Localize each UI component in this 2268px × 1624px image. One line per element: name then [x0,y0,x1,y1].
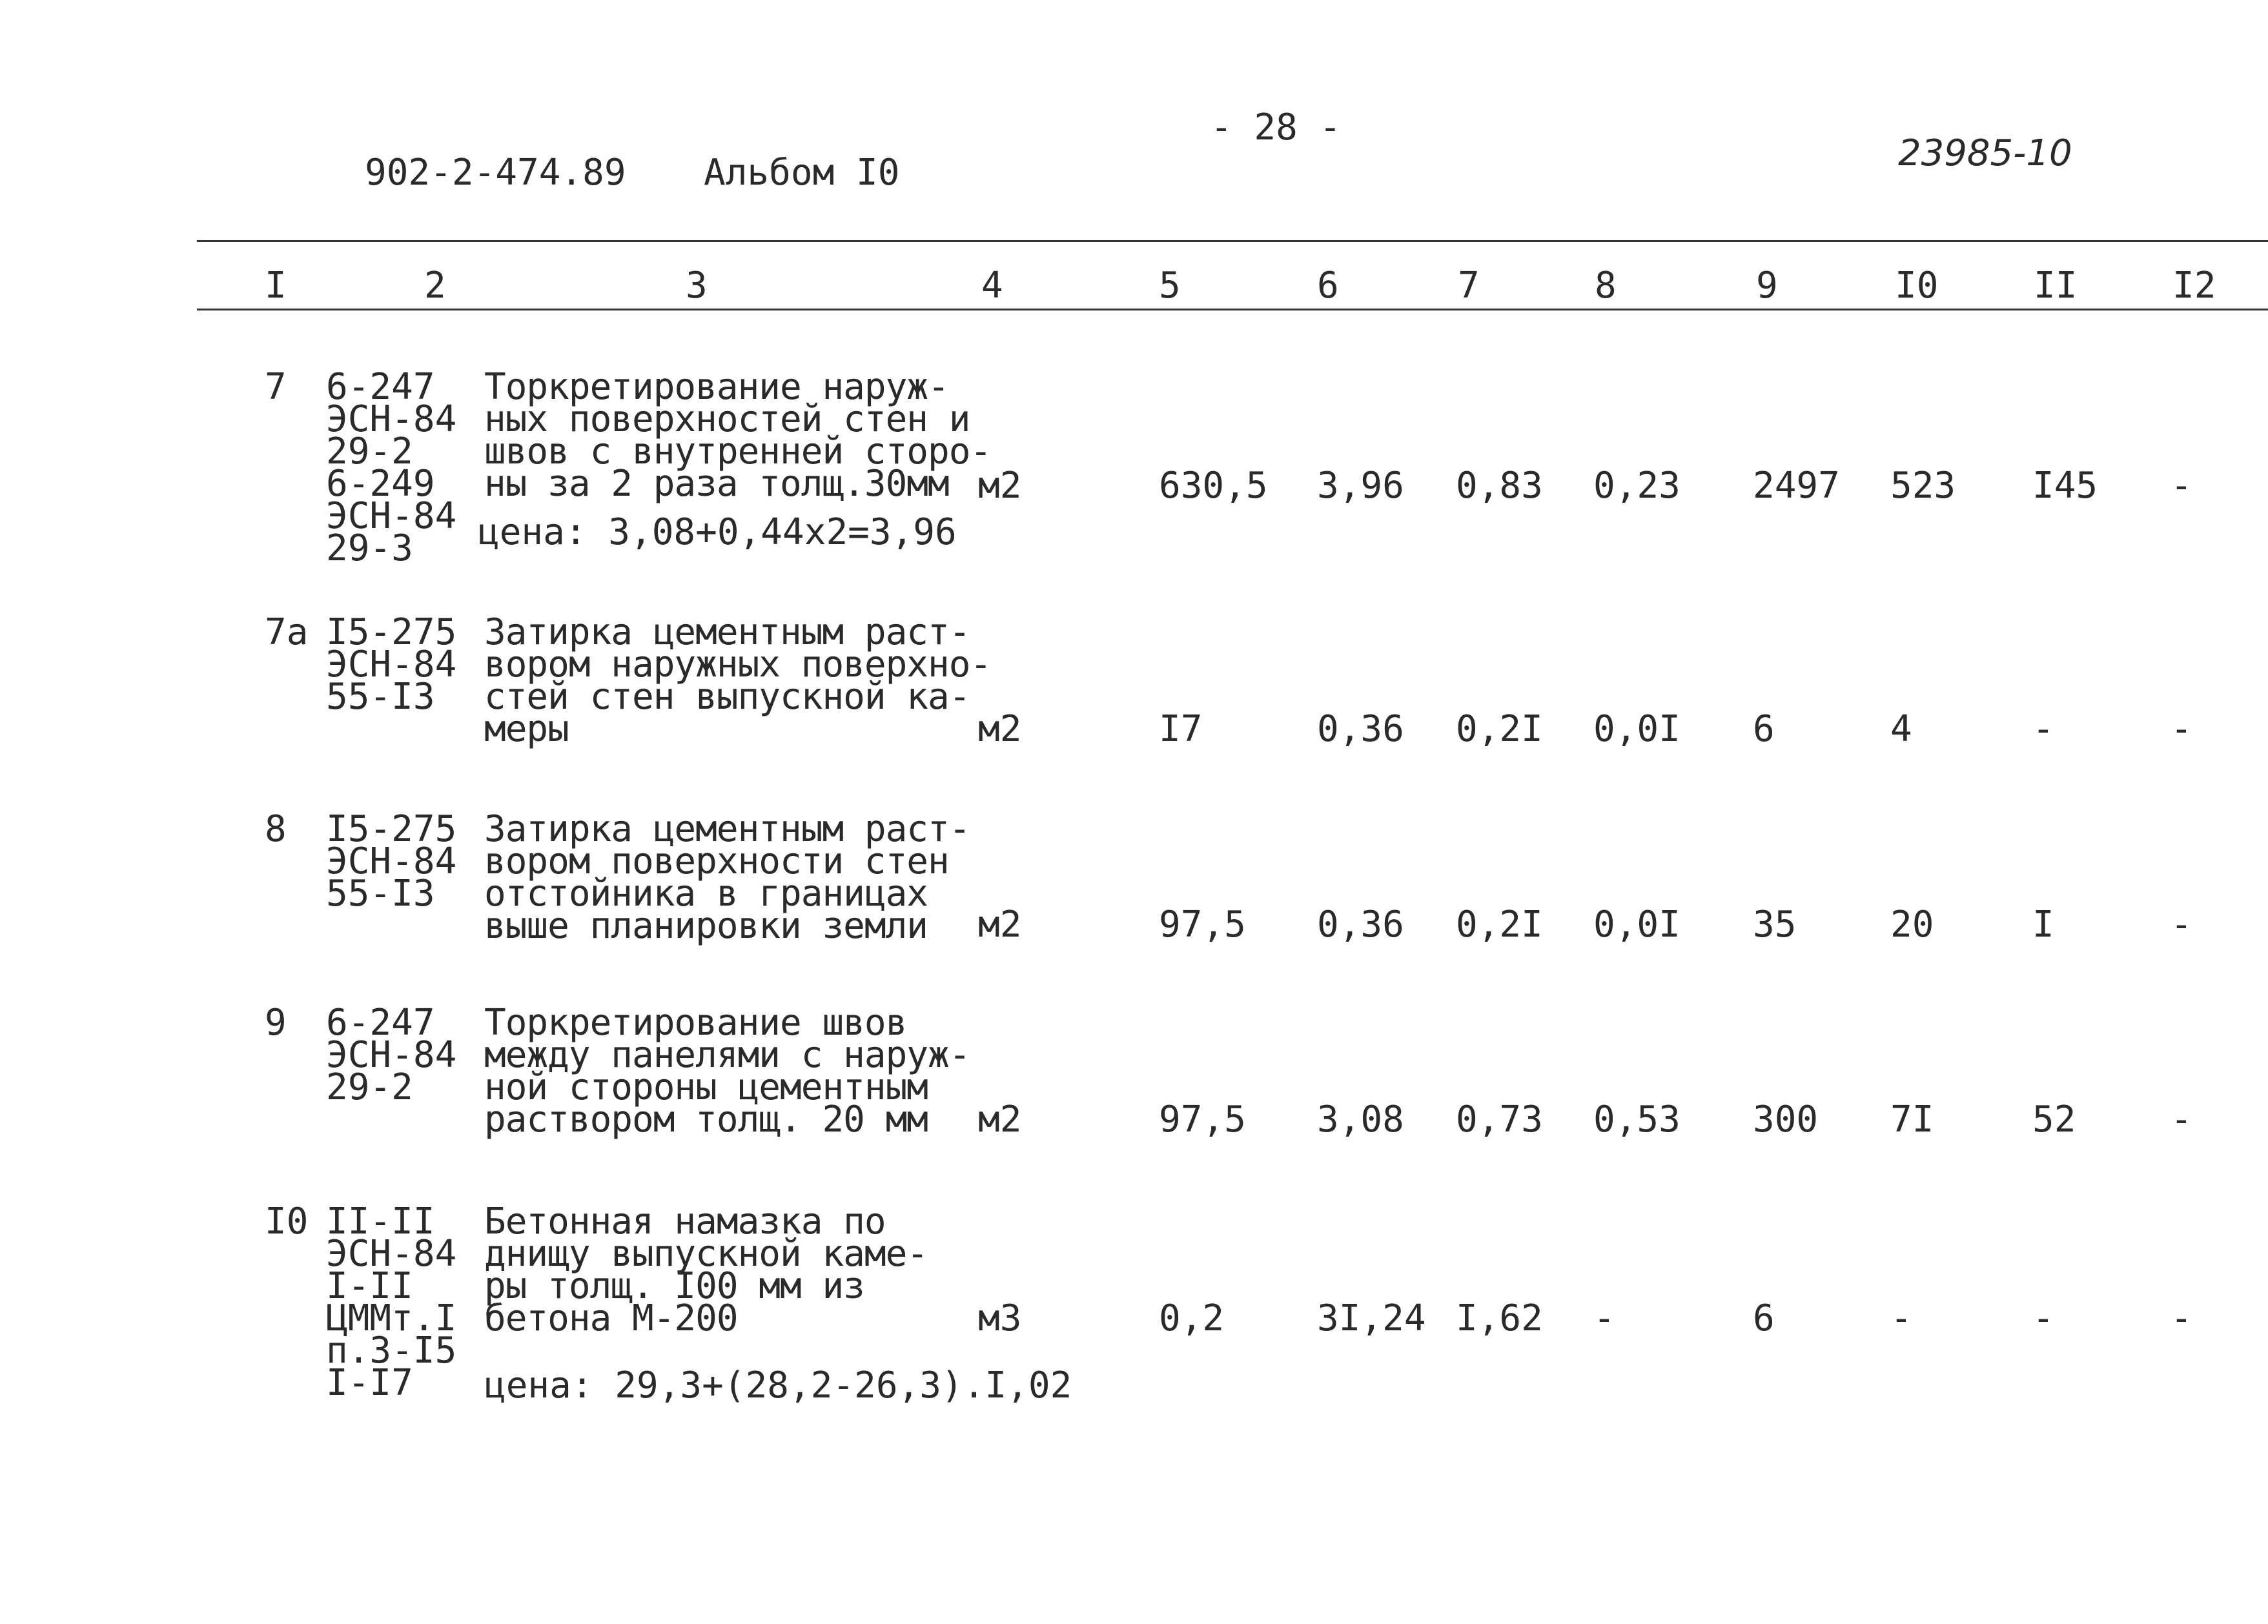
quantity: I7 [1159,708,1203,750]
norm-codes [326,1002,457,1108]
col8-value: 0,53 [1593,1099,1681,1141]
col8-value: 0,23 [1593,465,1681,507]
col9-value: 35 [1753,904,1797,946]
col-header-2: 2 [424,265,446,307]
norm-code: 6-247 [326,366,435,408]
description-line: Торкретирование швов [484,1002,907,1044]
col-header-7: 7 [1458,265,1480,307]
col11-value: I45 [2032,465,2098,507]
table-header-rule [197,309,2268,310]
col-header-4: 4 [981,265,1003,307]
work-description [484,1002,970,1141]
price-formula: цена: 29,3+(28,2-26,3).I,02 [484,1365,1072,1406]
col10-value: 4 [1890,708,1912,750]
col11-value: I [2032,904,2054,946]
description-line: стей стен выпускной ка- [484,676,970,718]
col-header-9: 9 [1756,265,1778,307]
col11-value: - [2032,1297,2054,1339]
col-header-5: 5 [1159,265,1181,307]
norm-codes [326,366,457,569]
description-line: ной стороны цементным [484,1066,928,1108]
unit: м2 [978,1099,1022,1141]
col-header-10: I0 [1895,265,1939,307]
col9-value: 6 [1753,708,1775,750]
quantity: 630,5 [1159,465,1268,507]
row-number: I0 [265,1201,309,1243]
col-header-3: 3 [686,265,708,307]
norm-code: I-II [326,1265,413,1307]
description-line: ны за 2 раза толщ.30мм [484,463,949,505]
col-header-12: I2 [2172,265,2216,307]
col10-value: 20 [1890,904,1934,946]
price-formula: цена: 3,08+0,44х2=3,96 [478,511,957,553]
norm-code: 29-2 [326,431,413,472]
norm-code: ЭСН-84 [326,398,457,440]
description-line: ры толщ. I00 мм из [484,1265,864,1307]
description-line: Бетонная намазка по [484,1201,886,1243]
norm-code: I5-275 [326,808,457,850]
row-number: 8 [265,808,287,850]
description-line: ных поверхностей стен и [484,398,970,440]
work-description [484,1201,928,1339]
col7-value: 0,73 [1456,1099,1543,1141]
col7-value: 0,2I [1456,904,1543,946]
description-line: выше планировки земли [484,905,928,947]
col11-value: 52 [2032,1099,2076,1141]
work-description [484,808,970,947]
col-header-6: 6 [1317,265,1339,307]
col10-value: - [1890,1297,1912,1339]
norm-code: I-I7 [326,1362,413,1404]
col9-value: 2497 [1753,465,1840,507]
description-line: Торкретирование наруж- [484,366,949,408]
description-line: бетона М-200 [484,1297,738,1339]
description-line: вором поверхности стен [484,840,949,882]
norm-codes [326,808,457,915]
col6-value: 3I,24 [1317,1297,1426,1339]
norm-code: ЭСН-84 [326,1034,457,1076]
norm-code: 29-3 [326,527,413,569]
work-description [484,611,992,750]
col6-value: 3,08 [1317,1099,1404,1141]
col6-value: 0,36 [1317,904,1404,946]
norm-code: ЭСН-84 [326,840,457,882]
norm-code: 55-I3 [326,873,435,915]
col10-value: 7I [1890,1099,1934,1141]
norm-code: п.3-I5 [326,1330,457,1372]
col8-value: 0,0I [1593,904,1681,946]
col8-value: 0,0I [1593,708,1681,750]
col7-value: 0,83 [1456,465,1543,507]
norm-code: 55-I3 [326,676,435,718]
col10-value: 523 [1890,465,1956,507]
row-number: 7 [265,366,287,408]
col7-value: I,62 [1456,1297,1543,1339]
archive-stamp: 23985-10 [1898,132,2072,174]
description-line: днищу выпускной каме- [484,1233,928,1275]
row-number: 9 [265,1002,287,1044]
unit: м3 [978,1297,1022,1339]
col-header-8: 8 [1595,265,1617,307]
description-line: Затирка цементным раст- [484,808,970,850]
norm-code: 29-2 [326,1066,413,1108]
document-code: 902-2-474.89 [365,152,626,194]
norm-codes [326,611,457,718]
table-top-rule [197,240,2268,242]
col12-value: - [2171,1099,2192,1141]
norm-code: ЭСН-84 [326,495,457,537]
quantity: 97,5 [1159,904,1246,946]
col-header-11: II [2034,265,2078,307]
quantity: 0,2 [1159,1297,1225,1339]
col12-value: - [2171,904,2192,946]
norm-code: II-II [326,1201,435,1243]
norm-code: 6-247 [326,1002,435,1044]
description-line: раствором толщ. 20 мм [484,1099,928,1141]
description-line: вором наружных поверхно- [484,644,992,685]
description-line: отстойника в границах [484,873,928,915]
unit: м2 [978,708,1022,750]
norm-code: ЭСН-84 [326,1233,457,1275]
quantity: 97,5 [1159,1099,1246,1141]
col-header-1: I [265,265,287,307]
col9-value: 300 [1753,1099,1819,1141]
norm-code: 6-249 [326,463,435,505]
norm-code: ЭСН-84 [326,644,457,685]
col6-value: 3,96 [1317,465,1404,507]
norm-codes [326,1201,457,1404]
row-number: 7а [265,611,309,653]
album-label: Альбом I0 [704,152,900,194]
norm-code: I5-275 [326,611,457,653]
unit: м2 [978,904,1022,946]
col12-value: - [2171,708,2192,750]
col8-value: - [1593,1297,1615,1339]
description-line: швов с внутренней сторо- [484,431,992,472]
col12-value: - [2171,465,2192,507]
description-line: меры [484,708,569,750]
description-line: между панелями с наруж- [484,1034,970,1076]
work-description [484,366,992,505]
col12-value: - [2171,1297,2192,1339]
col11-value: - [2032,708,2054,750]
norm-code: ЦММт.I [326,1297,457,1339]
page-number: - 28 - [1211,107,1342,148]
col7-value: 0,2I [1456,708,1543,750]
col9-value: 6 [1753,1297,1775,1339]
unit: м2 [978,465,1022,507]
description-line: Затирка цементным раст- [484,611,970,653]
col6-value: 0,36 [1317,708,1404,750]
